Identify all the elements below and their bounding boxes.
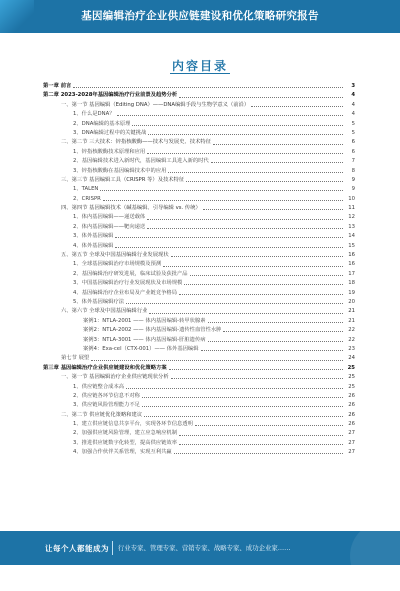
toc-entry-title: 2、DNA编辑的基本原理 [73,120,131,127]
toc-entry[interactable] [43,429,355,438]
toc-entry-title: 1、什么是DNA？ [73,111,115,118]
toc-entry[interactable] [43,260,355,269]
toc-entry[interactable] [43,138,355,147]
toc-entry-title: 案例4：Exa-cel（CTX-001）—— 体外基因编辑 [83,345,199,352]
toc-entry-title: 3、DNA编辑过程中的关键挑战 [73,129,147,136]
report-header [0,0,400,33]
toc-dot-leader [213,144,343,145]
toc-entry-page: 7 [351,158,355,165]
toc-entry[interactable] [43,204,355,213]
toc-entry[interactable] [43,298,355,307]
toc-dot-leader [147,153,343,154]
toc-entry-title: 第七节 展望 [61,355,90,362]
toc-entry-page: 27 [348,449,355,456]
toc-heading-underline [170,73,230,74]
toc-entry-page: 21 [348,317,355,324]
toc-entry-title: 案例2：NTLA-2002 —— 体内基因编辑-遗传性血管性水肿 [83,327,222,334]
toc-entry-title: 3、供应链风险管理能力不足 [73,402,140,409]
toc-entry-page: 9 [351,176,355,183]
toc-heading: 内容目录 [171,59,228,73]
toc-entry-page: 15 [348,242,355,249]
toc-dot-leader [117,115,343,116]
toc-entry[interactable] [43,364,355,373]
toc-entry-title: 1、全球基因编辑治疗市场规模及预测 [73,261,162,268]
toc-entry-title: 二、第二节 三大技术：锌指核酸酶——技术与发展史、技术特征 [61,139,211,146]
toc-entry-page: 19 [348,289,355,296]
toc-entry-title: 5、体外基因编辑疗法 [73,298,125,305]
toc-entry[interactable] [43,223,355,232]
toc-entry[interactable] [43,317,355,326]
toc-entry-title: 六、第六节 全球及中国基因编辑行业 [61,308,148,315]
footer-divider [112,541,113,555]
toc-dot-leader [103,200,343,201]
toc-entry-page: 14 [348,233,355,240]
toc-entry[interactable] [43,336,355,345]
toc-entry[interactable] [43,129,355,138]
toc-entry-title: 2、供应链各环节信息不对称 [73,392,140,399]
toc-entry[interactable] [43,91,355,100]
toc-entry-page: 4 [351,92,355,99]
toc-entry-page: 22 [348,327,355,334]
toc-entry-page: 10 [348,195,355,202]
toc-entry-page: 17 [348,270,355,277]
toc-entry-page: 25 [347,364,355,371]
toc-entry-title: 一、第一节 基因编辑治疗企业供应链现状分析 [61,374,169,381]
toc-entry[interactable] [43,307,355,316]
footer-slogan: 让每个人都能成为 [45,544,109,553]
toc-entry-title: 四、第四节 基因编辑技术（碱基编辑、引导编辑 vs. 传统） [61,205,201,212]
toc-entry[interactable] [43,242,355,251]
toc-entry[interactable] [43,392,355,401]
toc-entry-page: 27 [348,430,355,437]
toc-entry[interactable] [43,270,355,279]
toc-entry[interactable] [43,373,355,382]
toc-entry-title: 1、建立供应链信息共享平台，实现各环节信息透明 [73,421,193,428]
toc-entry-page: 6 [351,139,355,146]
toc-entry-title: 2、体内基因编辑——靶向递送 [73,223,146,230]
toc-dot-leader [115,247,343,248]
toc-dot-leader [223,331,343,332]
toc-entry-title: 第三章 基因编辑治疗企业供应链建设和优化策略方案 [43,364,167,371]
toc-entry-title: 1、体内基因编辑——递送载体 [73,214,146,221]
toc-entry[interactable] [43,251,355,260]
toc-dot-leader [171,256,343,257]
toc-dot-leader [91,360,343,361]
toc-entry-page: 20 [348,298,355,305]
toc-dot-leader [163,266,343,267]
toc-entry-page: 8 [351,167,355,174]
toc-dot-leader [190,275,343,276]
toc-dot-leader [171,378,343,379]
table-of-contents [43,82,355,458]
toc-dot-leader [100,190,343,191]
toc-dot-leader [169,369,343,370]
footer-decoration [350,521,400,591]
toc-dot-leader [203,209,343,210]
toc-entry[interactable] [43,176,355,185]
toc-dot-leader [149,313,343,314]
toc-entry-title: 1、锌指核酸酶技术原理和应用 [73,148,146,155]
toc-dot-leader [208,322,343,323]
toc-entry[interactable] [43,213,355,222]
toc-entry-title: 4、体外基因编辑 [73,242,114,249]
toc-dot-leader [147,219,343,220]
toc-entry[interactable] [43,185,355,194]
toc-entry-page: 16 [348,261,355,268]
toc-entry-page: 18 [348,280,355,287]
toc-dot-leader [186,181,343,182]
toc-entry-page: 13 [348,223,355,230]
toc-entry-title: 五、第五节 全球及中国基因编辑行业发展现状 [61,252,169,259]
toc-entry-page: 16 [348,252,355,259]
toc-dot-leader [115,237,343,238]
toc-entry[interactable] [43,439,355,448]
toc-entry-title: 二、第二节 供应链优化策略和建议 [61,411,143,418]
toc-dot-leader [126,388,343,389]
toc-dot-leader [211,162,343,163]
toc-entry-page: 26 [348,411,355,418]
toc-dot-leader [144,416,343,417]
toc-dot-leader [195,425,343,426]
toc-entry[interactable] [43,401,355,410]
toc-entry-title: 2、CRISPR [73,195,101,202]
toc-entry-page: 22 [348,336,355,343]
toc-entry[interactable] [43,448,355,457]
toc-entry-title: 一、第一节 基因编辑（Editing DNA）——DNA编辑手段与生物学意义（前沿） [61,101,250,108]
toc-entry-title: 4、基因编辑治疗企业布局及产业链竞争格局 [73,289,178,296]
toc-entry-title: 3、推进供应链数字化转型，提高供应链效率 [73,439,178,446]
toc-dot-leader [179,435,343,436]
toc-entry-page: 27 [348,439,355,446]
toc-entry-title: 2、基因编辑技术进入新时代，基因编辑工具进入新的时代 [73,158,209,165]
toc-entry-title: 4、加强合作伙伴关系管理，实现互利共赢 [73,449,172,456]
toc-entry-page: 25 [348,383,355,390]
toc-entry-page: 3 [351,83,355,89]
toc-entry[interactable] [43,167,355,176]
toc-entry-page: 12 [348,214,355,221]
report-title: 基因编辑治疗企业供应链建设和优化策略研究报告 [81,10,319,22]
toc-dot-leader [132,125,343,126]
report-footer [0,531,400,565]
toc-dot-leader [174,453,343,454]
toc-dot-leader [179,294,343,295]
toc-entry[interactable] [43,195,355,204]
toc-entry-title: 1、供应链整合成本高 [73,383,125,390]
toc-entry-page: 9 [351,186,355,193]
toc-entry[interactable] [43,289,355,298]
toc-dot-leader [73,87,343,88]
toc-entry-page: 5 [351,129,355,136]
toc-entry-title: 案例3：NTLA-3001 —— 体内基因编辑-肝脏遗传病 [83,336,206,343]
toc-dot-leader [251,106,343,107]
toc-entry-title: 2、加强供应链风险管理，建立应急响应机制 [73,430,178,437]
toc-entry[interactable] [43,110,355,119]
toc-entry[interactable] [43,148,355,157]
toc-entry[interactable] [43,232,355,241]
toc-entry-title: 1、TALEN [73,186,99,193]
footer-tagline: 行业专家、管理专家、营销专家、战略专家、成功企业家…… [118,544,291,552]
toc-dot-leader [184,284,343,285]
toc-entry-title: 三、第三节 基因编辑工具（CRISPR 等）及技术特征 [61,176,185,183]
toc-entry[interactable] [43,420,355,429]
toc-entry[interactable] [43,157,355,166]
toc-dot-leader [179,97,343,98]
toc-entry[interactable] [43,101,355,110]
toc-dot-leader [126,303,343,304]
toc-entry-title: 3、中国基因编辑治疗行业发展现状及市场规模 [73,280,183,287]
toc-entry-page: 26 [348,402,355,409]
toc-entry-page: 23 [348,345,355,352]
toc-entry[interactable] [43,120,355,129]
toc-dot-leader [147,228,343,229]
toc-entry[interactable] [43,411,355,420]
toc-dot-leader [142,406,343,407]
toc-entry[interactable] [43,326,355,335]
toc-dot-leader [179,444,343,445]
toc-entry-title: 案例1：NTLA-2001 —— 体内基因编辑-转甲状腺素 [83,317,206,324]
toc-entry-page: 26 [348,392,355,399]
toc-entry-title: 2、基因编辑治疗研发进展，临床试验及获批产品 [73,270,188,277]
toc-dot-leader [168,172,343,173]
toc-entry-page: 24 [348,355,355,362]
toc-entry-page: 4 [351,111,355,118]
toc-entry-title: 3、体外基因编辑 [73,233,114,240]
toc-dot-leader [148,134,343,135]
toc-entry-page: 6 [351,148,355,155]
toc-entry-title: 第二章 2023-2028年基因编辑治疗行业前景及趋势分析 [43,92,178,99]
toc-dot-leader [142,397,343,398]
toc-entry[interactable] [43,383,355,392]
toc-entry-page: 25 [348,374,355,381]
toc-entry-page: 26 [348,421,355,428]
toc-entry-title: 3、锌指核酸酶在基因编辑技术中的应用 [73,167,167,174]
toc-entry[interactable] [43,345,355,354]
toc-entry-page: 21 [348,308,355,315]
toc-entry-page: 11 [348,205,355,212]
toc-entry[interactable] [43,82,355,91]
toc-entry-title: 第一章 前言 [43,83,72,89]
toc-entry-page: 4 [351,101,355,108]
toc-entry[interactable] [43,354,355,363]
toc-dot-leader [201,350,343,351]
toc-entry-page: 5 [351,120,355,127]
toc-entry[interactable] [43,279,355,288]
toc-dot-leader [208,341,343,342]
